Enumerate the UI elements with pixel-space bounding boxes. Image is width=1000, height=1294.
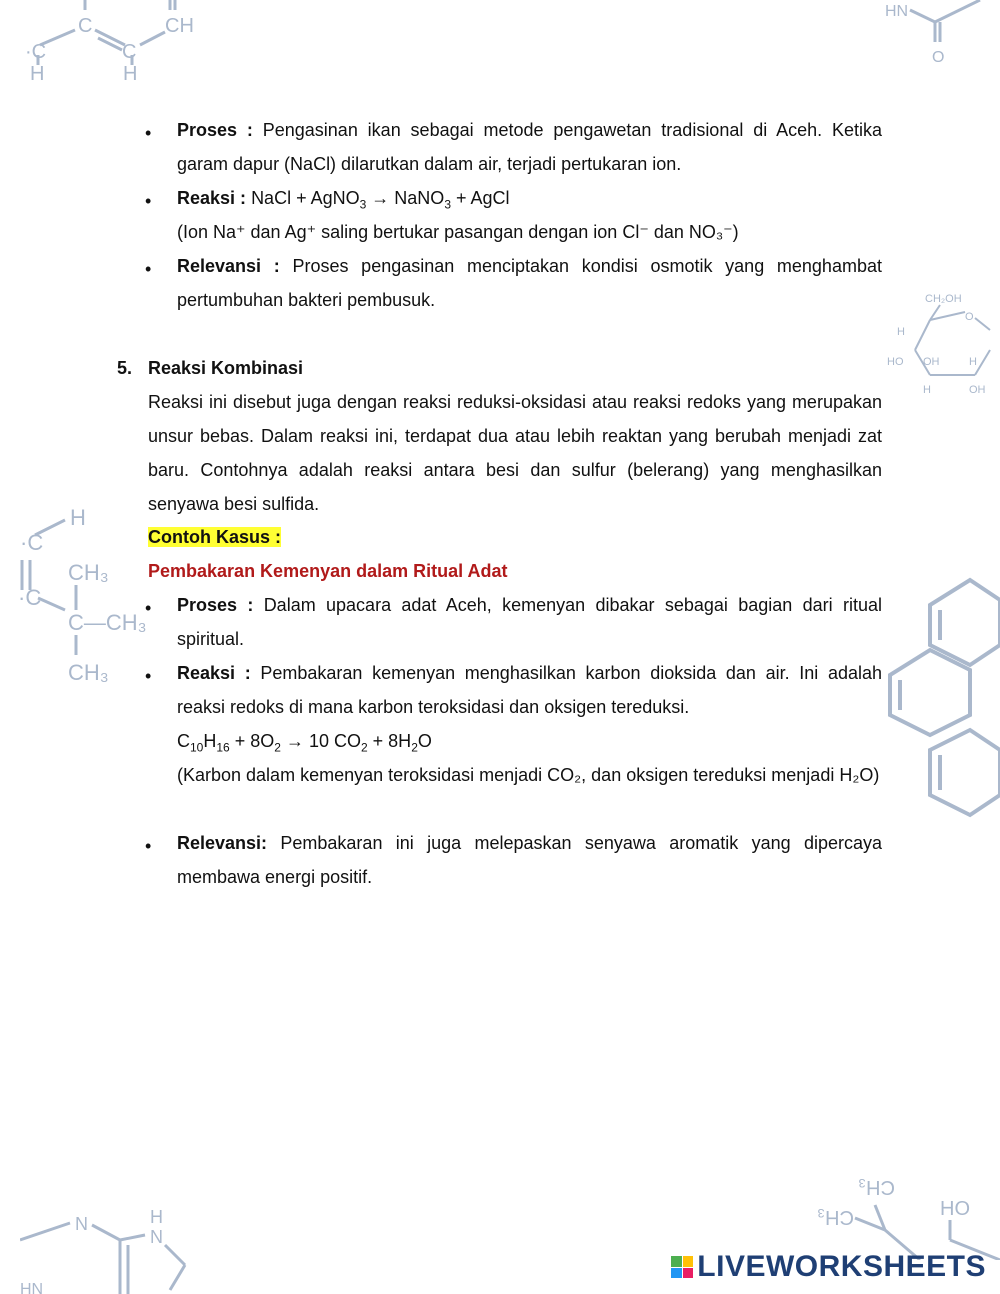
logo-text: LIVEWORKSHEETS — [697, 1250, 986, 1283]
svg-text:C—CH₃: C—CH₃ — [68, 610, 147, 635]
svg-text:·C: ·C — [18, 585, 42, 610]
svg-text:O: O — [932, 49, 945, 66]
svg-text:CH₃: CH₃ — [68, 560, 109, 585]
molecule-decoration-bottom-right — [800, 1160, 1000, 1260]
text-relevansi: Proses pengasinan menciptakan kondisi osmotik yang menghambat pertumbuhan bakteri pembusuk. — [177, 256, 882, 310]
label-proses: Proses : — [177, 595, 254, 615]
svg-text:CH₃: CH₃ — [68, 660, 109, 685]
section-title: Reaksi Kombinasi — [148, 358, 304, 378]
svg-text:HN: HN — [20, 1281, 44, 1294]
svg-text:OH: OH — [923, 356, 940, 368]
molecule-decoration-top-left — [10, 0, 200, 85]
label-relevansi: Relevansi: — [177, 833, 268, 853]
svg-text:H: H — [897, 326, 905, 338]
label-proses: Proses : — [177, 120, 253, 140]
svg-text:C: C — [78, 15, 93, 37]
note-combustion: (Karbon dalam kemenyan teroksidasi menjadi CO₂, dan oksigen tereduksi menjadi H₂O) — [177, 765, 880, 785]
bullet-dot: • — [145, 666, 152, 686]
case-title: Pembakaran Kemenyan dalam Ritual Adat — [148, 561, 508, 581]
svg-text:CH₂OH: CH₂OH — [925, 293, 962, 305]
glucose-decoration-right — [885, 290, 1000, 400]
svg-text:N: N — [75, 1214, 88, 1234]
logo-mark-icon — [671, 1256, 693, 1278]
svg-text:CH₃: CH₃ — [816, 1206, 854, 1228]
molecule-decoration-top-right — [880, 0, 1000, 70]
svg-text:OH: OH — [969, 384, 986, 396]
text-relevansi: Pembakaran ini juga melepaskan senyawa aromatik yang dipercaya membawa energi positif. — [177, 833, 882, 887]
bullet-dot: • — [145, 836, 152, 856]
pyrene-decoration-right — [880, 570, 1000, 830]
svg-text:·C: ·C — [25, 41, 47, 63]
svg-text:·C: ·C — [20, 530, 44, 555]
svg-text:N: N — [150, 1227, 163, 1247]
case-label-wrap — [148, 520, 882, 554]
text-proses: Pengasinan ikan sebagai metode pengawetan tradisional di Aceh. Ketika garam dapur (NaCl) dilarutkan dalam air, terjadi pertukaran ion. — [177, 120, 882, 174]
svg-text:H: H — [923, 384, 931, 396]
section-description: Reaksi ini disebut juga dengan reaksi reduksi-oksidasi atau reaksi redoks yang merupakan unsur bebas. Dalam reaksi ini, terdapat dua atau lebih reaktan yang berubah menjadi zat baru. Contohnya adalah reaksi antara besi dan sulfur (belerang) yang menghasilkan senyawa besi sulfida. — [148, 392, 882, 514]
case-label: Contoh Kasus : — [148, 527, 281, 547]
svg-text:HO: HO — [887, 356, 904, 368]
liveworksheets-logo — [671, 1250, 986, 1284]
svg-text:C: C — [122, 41, 137, 63]
svg-text:H: H — [123, 63, 138, 85]
label-relevansi: Relevansi : — [177, 256, 280, 276]
text-proses: Dalam upacara adat Aceh, kemenyan dibakar sebagai bagian dari ritual spiritual. — [177, 595, 882, 649]
list-item-proses-bottom — [177, 588, 882, 656]
label-reaksi: Reaksi : — [177, 663, 251, 683]
text-reaksi: Pembakaran kemenyan menghasilkan karbon dioksida dan air. Ini adalah reaksi redoks di mana karbon teroksidasi dan oksigen tereduksi. — [177, 663, 882, 717]
note-ion-exchange: (Ion Na⁺ dan Ag⁺ saling bertukar pasangan dengan ion Cl⁻ dan NO₃⁻) — [177, 222, 739, 242]
list-item-relevansi-top — [177, 249, 882, 317]
svg-text:CH: CH — [165, 15, 194, 37]
list-item-reaksi-bottom — [177, 656, 882, 724]
svg-text:H: H — [969, 356, 977, 368]
svg-text:H: H — [70, 505, 86, 530]
list-item-proses-top — [177, 113, 882, 181]
svg-text:HN: HN — [885, 3, 909, 20]
bullet-dot: • — [145, 259, 152, 279]
svg-text:CH₃: CH₃ — [857, 1176, 895, 1198]
list-item-reaksi-top — [177, 181, 882, 215]
svg-text:H: H — [30, 63, 45, 85]
equation-nacl: NaCl + AgNO$_3$ → NaNO$_3$ + AgCl — [251, 188, 510, 212]
bullet-dot: • — [145, 191, 152, 211]
section-number: 5. — [117, 358, 133, 378]
svg-text:HO: HO — [940, 1198, 970, 1220]
bullet-dot: • — [145, 123, 152, 143]
equation-combustion: $C_{10}H_{16} + 8O_2 \to 10$ $CO_2 + 8H_2O$ — [177, 731, 432, 755]
purine-decoration-bottom-left — [20, 1205, 200, 1294]
bullet-dot: • — [145, 598, 152, 618]
svg-text:O: O — [965, 311, 974, 323]
svg-text:H: H — [150, 1207, 163, 1227]
label-reaksi: Reaksi : — [177, 188, 247, 208]
list-item-relevansi-bottom — [177, 826, 882, 894]
